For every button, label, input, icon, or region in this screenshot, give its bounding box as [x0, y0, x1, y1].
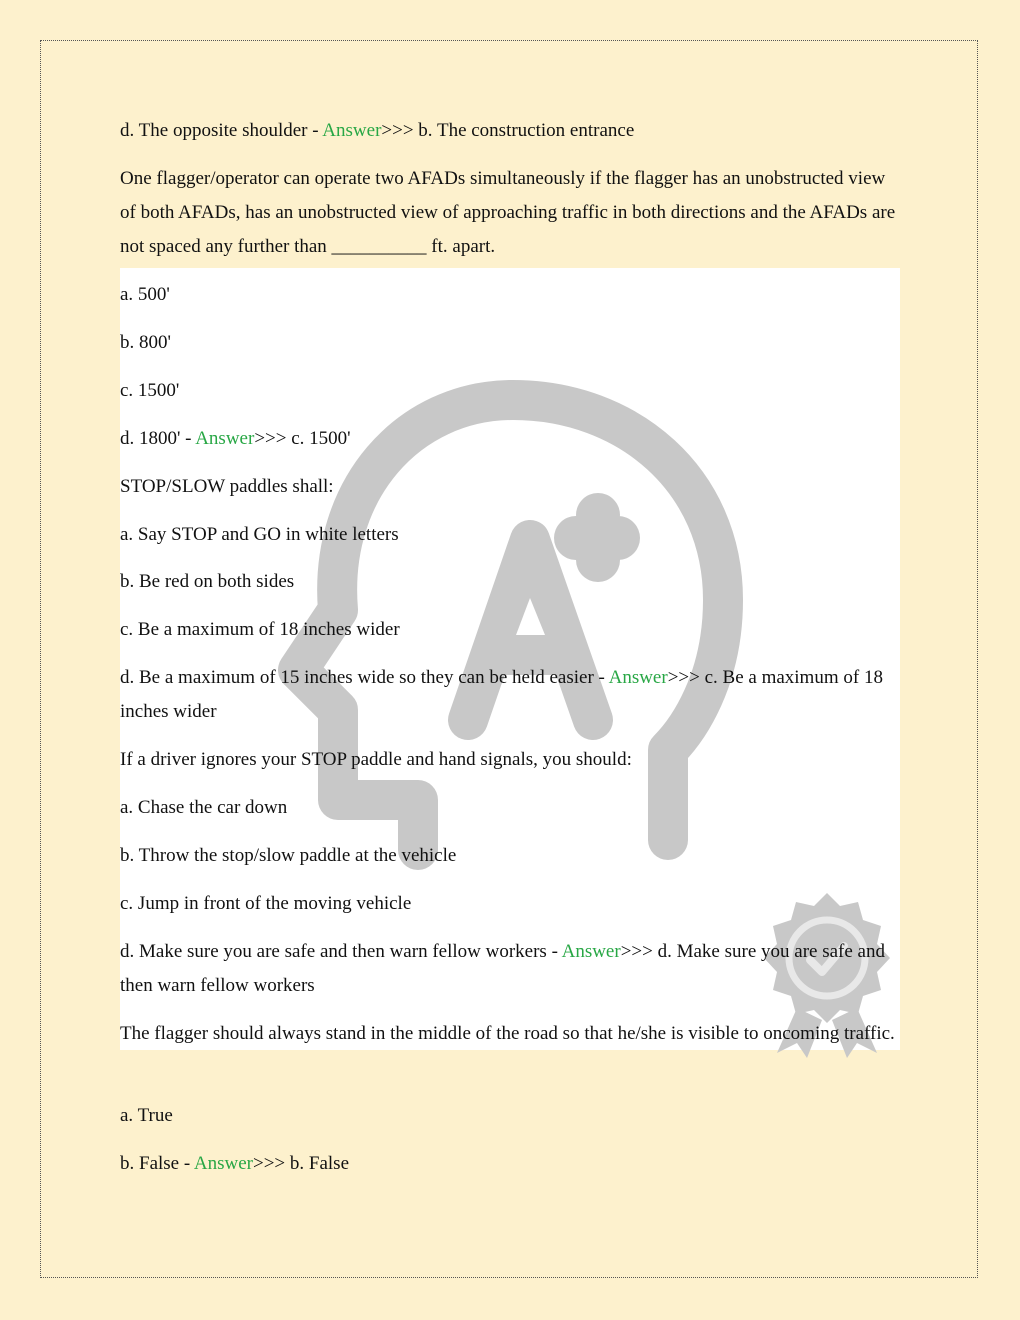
option-false-answer — [120, 1147, 349, 1181]
option-jump-front: c. Jump in front of the moving vehicle — [120, 893, 412, 914]
option-make-sure-safe-answer — [120, 935, 902, 1003]
answer-prefix: b. False - — [120, 1153, 194, 1174]
answer-label: Answer — [193, 1153, 253, 1174]
option-1500: c. 1500' — [120, 380, 180, 401]
answer-label: Answer — [322, 120, 382, 141]
answer-suffix: >>> b. The construction entrance — [381, 120, 635, 141]
answer-suffix: >>> c. 1500' — [254, 428, 351, 449]
question-stop-slow-paddles: STOP/SLOW paddles shall: — [120, 476, 334, 497]
question-driver-ignores: If a driver ignores your STOP paddle and hand signals, you should: — [120, 749, 632, 770]
answer-label: Answer — [561, 941, 621, 962]
option-true: a. True — [120, 1105, 173, 1126]
question-afad-spacing: One flagger/operator can operate two AFADs simultaneously if the flagger has an unobstructed view of both AFADs, has an unobstructed view of approaching traffic in both directions and the AFADs are not spaced any further than __________ ft. apart. — [120, 168, 896, 257]
option-18-inches: c. Be a maximum of 18 inches wider — [120, 619, 400, 640]
answer-prefix: d. 1800' - — [120, 428, 196, 449]
answer-label: Answer — [195, 428, 255, 449]
question-stand-middle-road: The flagger should always stand in the middle of the road so that he/she is visible to oncoming traffic. — [120, 1023, 895, 1044]
answer-prefix: d. The opposite shoulder - — [120, 120, 323, 141]
answer-suffix: >>> d. Make sure you are safe and then warn fellow workers — [120, 941, 885, 996]
option-say-stop-go: a. Say STOP and GO in white letters — [120, 524, 399, 545]
option-800: b. 800' — [120, 332, 171, 353]
option-1800-answer — [120, 422, 351, 456]
answer-suffix: >>> c. Be a maximum of 18 inches wider — [120, 667, 883, 722]
option-15-inches-answer — [120, 661, 902, 729]
answer-prefix: d. Make sure you are safe and then warn fellow workers - — [120, 941, 562, 962]
answer-suffix: >>> b. False — [253, 1153, 350, 1174]
option-red-both-sides: b. Be red on both sides — [120, 571, 295, 592]
answer-label: Answer — [608, 667, 668, 688]
option-chase-car: a. Chase the car down — [120, 797, 288, 818]
option-throw-paddle: b. Throw the stop/slow paddle at the vehicle — [120, 845, 457, 866]
answer-line-opposite-shoulder — [120, 114, 634, 148]
answer-prefix: d. Be a maximum of 15 inches wide so they can be held easier - — [120, 667, 609, 688]
option-500: a. 500' — [120, 284, 170, 305]
